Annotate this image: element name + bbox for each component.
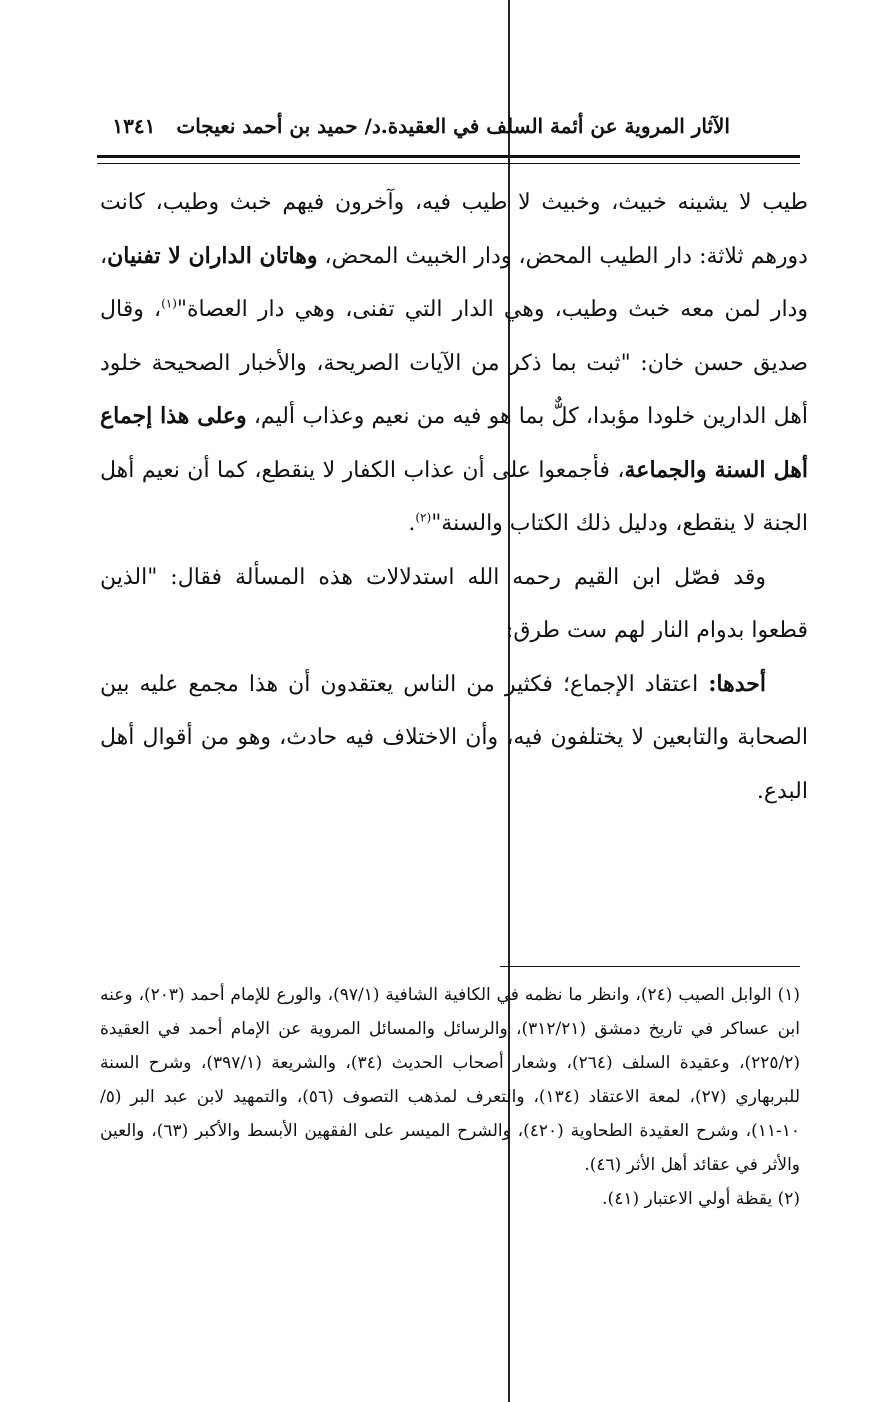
footnote-2: (٢) يقظة أولي الاعتبار (٤١).	[602, 1189, 800, 1209]
header-rule-thin	[97, 163, 800, 164]
paragraph-2: وقد فصّل ابن القيم رحمه الله استدلالات هذه المسألة فقال: "الذين قطعوا بدوام النار لهم ست طرق:	[100, 564, 808, 643]
footnote-ref-1[interactable]: (١)	[161, 296, 177, 311]
bold-run: وهاتان الداران لا تفنيان	[107, 242, 318, 269]
footnotes	[100, 978, 800, 1216]
paragraph-3	[100, 658, 808, 819]
text-run: .	[408, 511, 416, 536]
header-rule-thick	[97, 155, 800, 158]
text-run: طيب لا يشينه خبيث، وخبيث لا طيب فيه، وآخرون فيهم خبث وطيب، كانت دورهم ثلاثة: دار الطيب المحض، ودار الخبيث المحض،	[100, 190, 808, 269]
footnote-ref-2[interactable]: (٢)	[415, 510, 432, 525]
text-run: ، ودار لمن معه خبث وطيب، وهي الدار التي تفنى، وهي دار العصاة"	[100, 243, 809, 322]
page-number: ١٣٤١	[112, 114, 156, 138]
running-header	[100, 104, 730, 148]
bold-run: وعلى هذا إجماع أهل السنة والجماعة	[100, 403, 808, 483]
text-run: ، وقال صديق حسن خان: "ثبت بما ذكر من الآيات الصريحة، والأخبار الصحيحة خلود أهل الدارين خلودا مؤبدا، كلٌّ بما هو فيه من نعيم وعذاب أليم،	[100, 297, 808, 429]
paragraph-1	[100, 176, 808, 551]
text-run: ، فأجمعوا على أن عذاب الكفار لا ينقطع، كما أن نعيم أهل الجنة لا ينقطع، ودليل ذلك الكتاب والسنة"	[100, 457, 808, 536]
text-run: اعتقاد الإجماع؛ فكثير من الناس يعتقدون أن هذا مجمع عليه بين الصحابة والتابعين لا يختلفون فيه، وأن الاختلاف فيه حادث، وهو من أقوال أهل البدع.	[100, 671, 808, 804]
footnote-1: (١) الوابل الصيب (٢٤)، وانظر ما نظمه في الكافية الشافية (٩٧/١)، والورع للإمام أحمد (٢٠٣)، وعنه ابن عساكر في تاريخ دمشق (٣١٢/٢١)، والرسائل والمسائل المروية عن الإمام أحمد في العقيدة (٢٢٥/٢)، وعقيدة السلف (٢٦٤)، وشعار أصحاب الحديث (٣٤)، والشريعة (٣٩٧/١)، وشرح السنة للبربهاري (٢٧)، لمعة الاعتقاد (١٣٤)، والتعرف لمذهب التصوف (٥٦)، والتمهيد لابن عبد البر (٥/ ١٠-١١)، وشرح العقيدة الطحاوية (٤٢٠)، والشرح الميسر على الفقهين الأبسط والأكبر (٦٣)، والعين والأثر في عقائد أهل الأثر (٤٦).	[100, 985, 801, 1175]
header-title: الآثار المروية عن أئمة السلف في العقيدة.د/ حميد بن أحمد نعيجات	[176, 114, 730, 138]
bold-run: أحدها:	[708, 670, 766, 697]
footnote-separator	[500, 966, 800, 967]
main-text	[100, 176, 808, 818]
